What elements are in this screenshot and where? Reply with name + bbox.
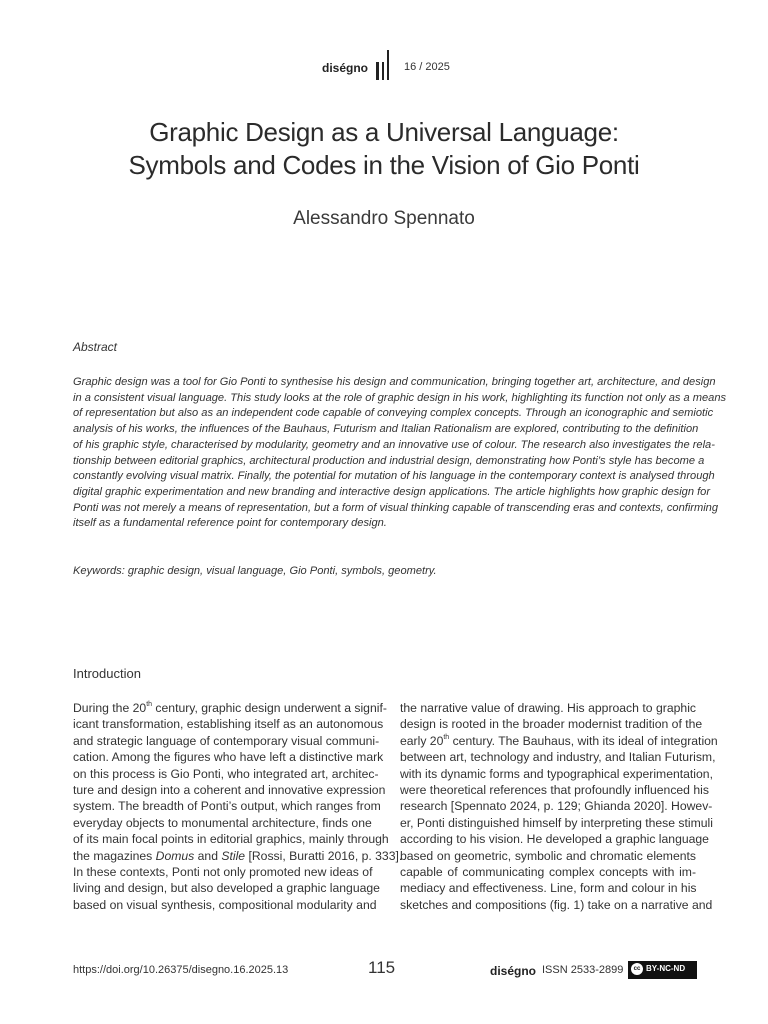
article-title <box>60 116 708 182</box>
body-line: In these contexts, Ponti not only promoted new ideas of <box>73 865 373 880</box>
body-line: and strategic language of contemporary visual communi- <box>73 733 380 748</box>
title-line-2: Symbols and Codes in the Vision of Gio Ponti <box>128 150 640 180</box>
body-line: the narrative value of drawing. His approach to graphic <box>400 701 696 715</box>
body-line: based on geometric, symbolic and chromatic elements <box>400 848 696 863</box>
body-line: During the 20th century, graphic design underwent a signif- <box>73 700 387 715</box>
author-name: Alessandro Spennato <box>293 208 475 229</box>
body-line: early 20th century. The Bauhaus, with its ideal of integration <box>400 733 718 748</box>
body-line: ture and design into a coherent and innovative expression <box>73 783 386 798</box>
body-line: between art, technology and industry, and Italian Futurism, <box>400 750 716 765</box>
abstract-line: of representation but also as an independent code capable of conveying complex concepts. Through an iconographic and semiotic <box>73 407 714 420</box>
body-line: er, Ponti distinguished himself by interpreting these stimuli <box>400 815 713 830</box>
body-line: living and design, but also developed a graphic language <box>73 881 380 896</box>
logo-bar <box>376 62 379 80</box>
abstract-line: Graphic design was a tool for Gio Ponti to synthesise his design and communication, bringing together art, architecture, and design <box>73 376 716 388</box>
page-number: 115 <box>368 958 396 977</box>
body-line: with its dynamic forms and typographical experimentation, <box>400 766 713 781</box>
journal-logo-bars <box>376 50 392 80</box>
abstract-line: tionship between editorial graphics, architectural production and industrial design, demonstrating how Ponti’s style has become a <box>73 454 705 467</box>
body-line: based on visual synthesis, compositional modularity and <box>73 897 377 912</box>
abstract-line: Ponti was not merely a means of representation, but a form of visual thinking capable of transcending eras and contexts, confirming <box>73 501 719 514</box>
abstract-line: constantly evolving visual matrix. Finally, the potential for mutation of his language in the contemporary context is analysed through <box>73 470 715 483</box>
body-column-left <box>73 700 403 913</box>
abstract-line: in a consistent visual language. This study looks at the role of graphic design in his work, highlighting its function not only as a means <box>73 391 727 404</box>
issue-number: 16 / 2025 <box>404 61 450 73</box>
body-line: of its main focal points in editorial graphics, mainly through <box>73 832 389 847</box>
abstract-line: analysis of his works, the influences of the Bauhaus, Futurism and Italian Rationalism are explored, contributing to the definition <box>73 423 699 436</box>
body-line: everyday objects to monumental architecture, finds one <box>73 815 372 830</box>
body-line: research [Spennato 2024, p. 129; Ghianda 2020]. Howev- <box>400 799 713 814</box>
doi-link[interactable]: https://doi.org/10.26375/disegno.16.2025.13 <box>73 964 289 976</box>
body-line: capable of communicating complex concepts with im- <box>400 865 696 880</box>
page-footer <box>0 958 768 982</box>
abstract-line: of his graphic style, characterised by modularity, geometry and an innovative use of colour. The research also investigates the rela- <box>73 438 715 451</box>
body-line: cation. Among the figures who have left a distinctive mark <box>73 750 384 765</box>
creative-commons-icon: cc <box>631 963 643 975</box>
body-line: system. The breadth of Ponti’s output, which ranges from <box>73 799 381 814</box>
body-column-right <box>400 700 718 913</box>
body-line: according to his vision. He developed a graphic language <box>400 832 709 847</box>
journal-logo: diségno <box>322 61 369 75</box>
cc-license-badge <box>628 961 697 979</box>
body-line: the magazines Domus and Stile [Rossi, Buratti 2016, p. 333]. <box>73 848 403 863</box>
body-line: were theoretical references that profoundly influenced his <box>400 783 709 798</box>
section-heading-introduction: Introduction <box>73 666 141 681</box>
issn: ISSN 2533-2899 <box>542 964 624 976</box>
abstract-line: digital graphic experimentation and new branding and interactive design applications. The article highlights how graphic design for <box>73 485 711 498</box>
body-line: design is rooted in the broader modernist tradition of the <box>400 717 703 732</box>
title-line-1: Graphic Design as a Universal Language: <box>149 117 619 147</box>
abstract-body <box>73 375 727 532</box>
journal-logo-footer: diségno <box>490 964 537 978</box>
body-line: on this process is Gio Ponti, who integrated art, architec- <box>73 766 379 781</box>
body-line: sketches and compositions (fig. 1) take on a narrative and <box>400 897 713 912</box>
logo-bar <box>387 50 389 80</box>
journal-header <box>0 58 768 80</box>
abstract-heading: Abstract <box>73 340 118 354</box>
keywords: Keywords: graphic design, visual language, Gio Ponti, symbols, geometry. <box>73 565 437 577</box>
license-label: BY-NC-ND <box>646 964 686 973</box>
body-line: icant transformation, establishing itself as an autonomous <box>73 717 384 732</box>
body-line: mediacy and effectiveness. Line, form and colour in his <box>400 881 697 896</box>
abstract-line: itself as a fundamental reference point for contemporary design. <box>73 517 387 530</box>
logo-bar <box>382 62 384 80</box>
